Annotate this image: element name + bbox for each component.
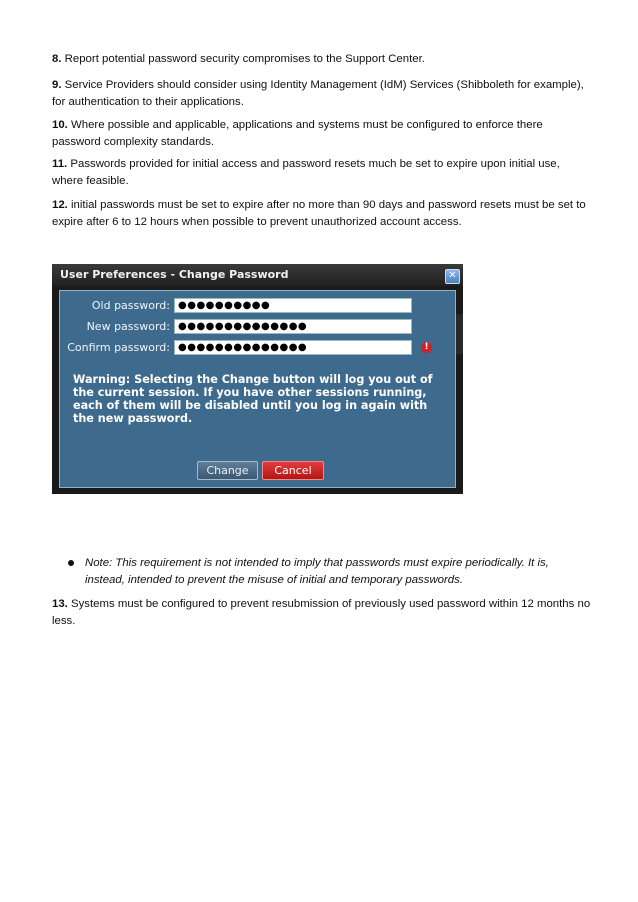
item-text: Where possible and applicable, applications and systems must be configured to enforce there password complexity standards.	[52, 119, 543, 148]
bullet-icon	[68, 560, 74, 566]
change-password-dialog-screenshot	[52, 264, 463, 494]
warning-text: Warning: Selecting the Change button will log you out of the current session. If you have other sessions running, each of them will be disabled until you log in again with the new password.	[73, 373, 433, 425]
paragraph-8	[52, 51, 592, 68]
item-text: Report potential password security compromises to the Support Center.	[61, 53, 425, 65]
dialog-body	[59, 290, 456, 488]
new-password-label: New password:	[86, 320, 170, 333]
confirm-password-label: Confirm password:	[67, 341, 170, 354]
item-number: 12.	[52, 199, 68, 211]
paragraph-10	[52, 117, 592, 151]
item-number: 8.	[52, 53, 62, 65]
dialog-titlebar	[52, 264, 463, 286]
change-button[interactable]: Change	[197, 461, 258, 480]
paragraph-13	[52, 596, 612, 630]
item-text: Systems must be configured to prevent resubmission of previously used password within 12 months no less.	[52, 598, 591, 627]
old-password-input[interactable]: ●●●●●●●●●●	[174, 298, 412, 313]
new-password-input[interactable]: ●●●●●●●●●●●●●●	[174, 319, 412, 334]
item-number: 10.	[52, 119, 68, 131]
note-text: Note: This requirement is not intended to imply that passwords must expire periodically. It is, instead, intended to prevent the misuse of initial and temporary passwords.	[85, 557, 549, 586]
item-number: 11.	[52, 158, 68, 170]
close-icon[interactable]: ✕	[445, 269, 460, 284]
dialog-title: User Preferences - Change Password	[60, 268, 289, 281]
cancel-button[interactable]: Cancel	[262, 461, 324, 480]
item-text: Service Providers should consider using Identity Management (IdM) Services (Shibboleth for example), for authentication to their applications.	[52, 79, 584, 108]
paragraph-9	[52, 77, 592, 111]
old-password-label: Old password:	[91, 299, 170, 312]
item-number: 13.	[52, 598, 68, 610]
item-number: 9.	[52, 79, 62, 91]
confirm-password-input[interactable]: ●●●●●●●●●●●●●●	[174, 340, 412, 355]
item-text: Passwords provided for initial access and password resets much be set to expire upon initial use, where feasible.	[52, 158, 560, 187]
background-edge	[456, 314, 463, 354]
paragraph-12	[52, 197, 592, 231]
paragraph-11	[52, 156, 592, 190]
error-icon: !	[421, 342, 432, 353]
item-text: initial passwords must be set to expire after no more than 90 days and password resets must be set to expire after 6 to 12 hours when possible to prevent unauthorized account access.	[52, 199, 586, 228]
